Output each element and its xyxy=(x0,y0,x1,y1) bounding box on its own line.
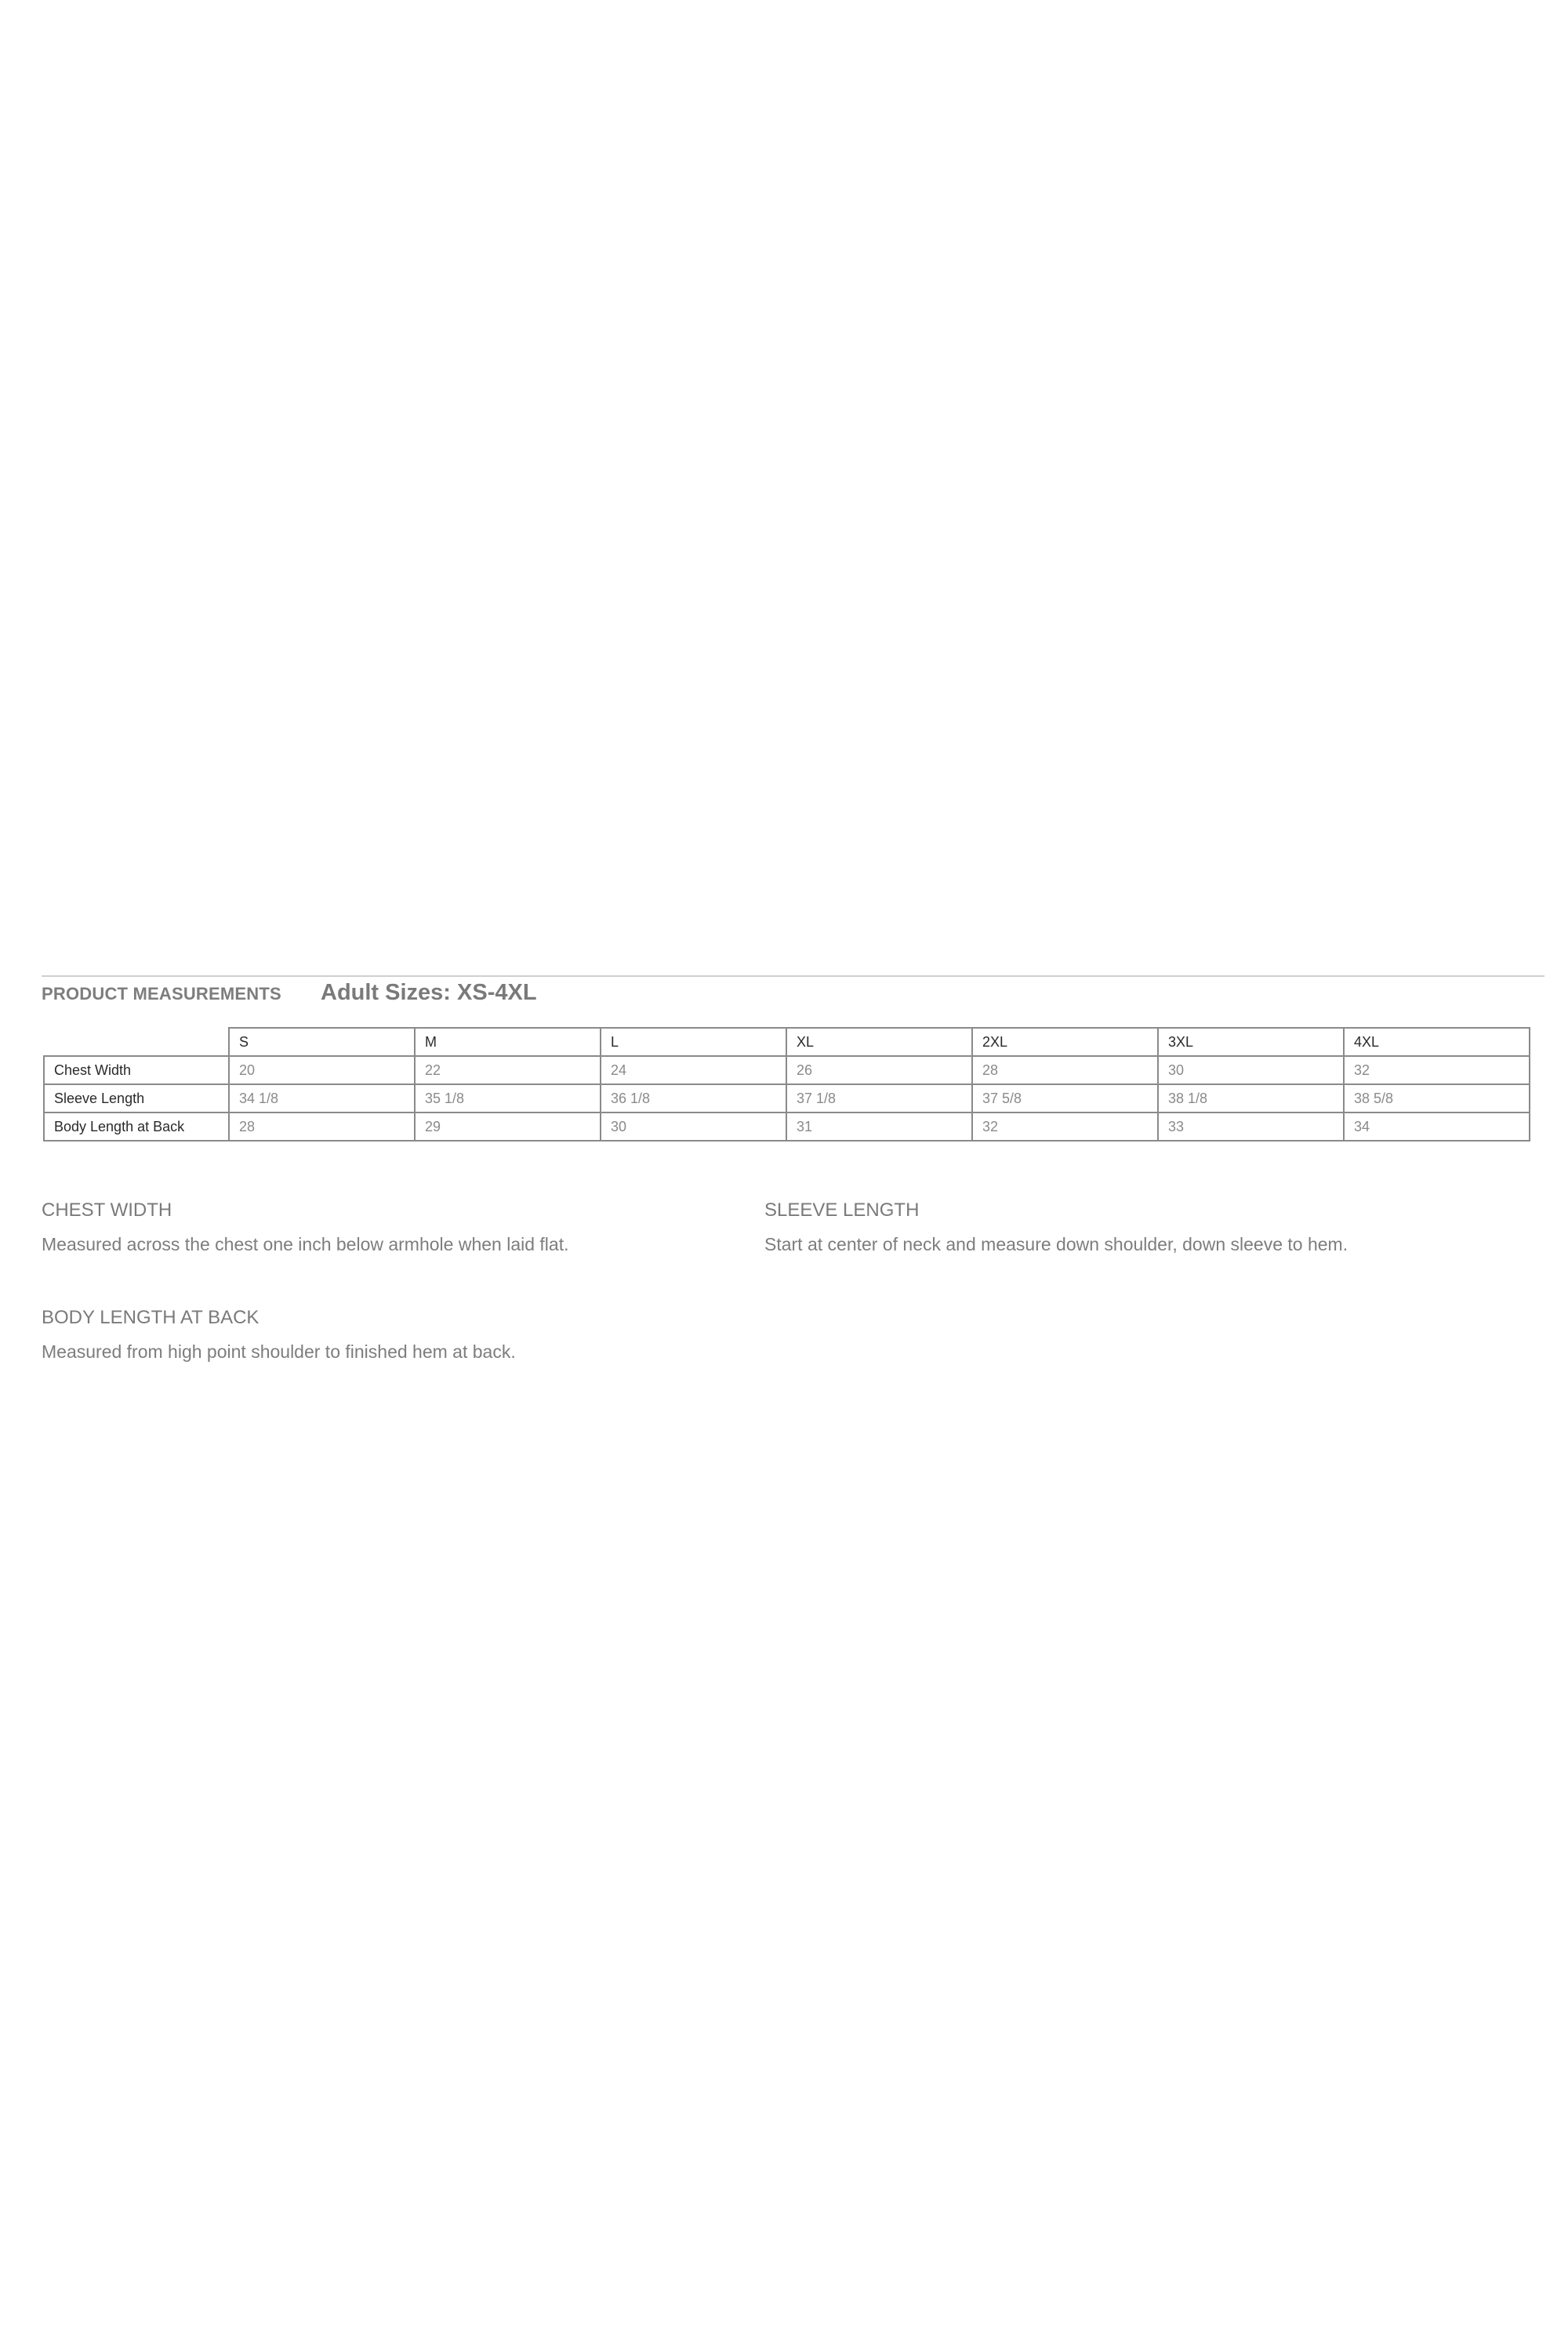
sizes-title: Adult Sizes: XS-4XL xyxy=(321,980,537,1005)
table-cell: 32 xyxy=(1344,1056,1530,1084)
size-column-header: S xyxy=(229,1028,415,1056)
table-cell: 34 1/8 xyxy=(229,1084,415,1112)
note-title: CHEST WIDTH xyxy=(42,1200,172,1221)
table-corner xyxy=(44,1028,229,1056)
table-cell: 37 1/8 xyxy=(786,1084,972,1112)
table-cell: 24 xyxy=(601,1056,786,1084)
table-cell: 32 xyxy=(972,1112,1158,1141)
measurements-table xyxy=(43,1027,1530,1142)
size-column-header: L xyxy=(601,1028,786,1056)
table-cell: 37 5/8 xyxy=(972,1084,1158,1112)
table-cell: 34 xyxy=(1344,1112,1530,1141)
sleeve-length-note xyxy=(764,1200,1470,1255)
measurements-heading xyxy=(42,980,1531,1011)
table-row xyxy=(44,1056,1530,1084)
table-row xyxy=(44,1084,1530,1112)
table-cell: 26 xyxy=(786,1056,972,1084)
table-cell: 30 xyxy=(601,1112,786,1141)
table-cell: 28 xyxy=(972,1056,1158,1084)
table-cell: 31 xyxy=(786,1112,972,1141)
note-title: SLEEVE LENGTH xyxy=(764,1200,920,1221)
table-cell: 22 xyxy=(415,1056,601,1084)
table-row xyxy=(44,1112,1530,1141)
table-cell: 20 xyxy=(229,1056,415,1084)
row-label: Chest Width xyxy=(44,1056,229,1084)
table-cell: 38 1/8 xyxy=(1158,1084,1344,1112)
note-text: Measured across the chest one inch below armhole when laid flat. xyxy=(42,1234,569,1254)
note-text: Measured from high point shoulder to finished hem at back. xyxy=(42,1341,516,1362)
section-title: PRODUCT MEASUREMENTS xyxy=(42,984,281,1004)
top-divider xyxy=(42,975,1544,977)
size-column-header: 2XL xyxy=(972,1028,1158,1056)
size-column-header: 3XL xyxy=(1158,1028,1344,1056)
table-cell: 38 5/8 xyxy=(1344,1084,1530,1112)
table-cell: 29 xyxy=(415,1112,601,1141)
size-column-header: 4XL xyxy=(1344,1028,1530,1056)
note-title: BODY LENGTH AT BACK xyxy=(42,1307,260,1328)
note-text: Start at center of neck and measure down shoulder, down sleeve to hem. xyxy=(764,1234,1348,1254)
table-cell: 36 1/8 xyxy=(601,1084,786,1112)
table-header-row xyxy=(44,1028,1530,1056)
row-label: Sleeve Length xyxy=(44,1084,229,1112)
chest-width-note xyxy=(42,1200,747,1255)
table-cell: 33 xyxy=(1158,1112,1344,1141)
row-label: Body Length at Back xyxy=(44,1112,229,1141)
table-cell: 28 xyxy=(229,1112,415,1141)
table-cell: 35 1/8 xyxy=(415,1084,601,1112)
size-column-header: M xyxy=(415,1028,601,1056)
body-length-note xyxy=(42,1307,747,1363)
size-column-header: XL xyxy=(786,1028,972,1056)
table-cell: 30 xyxy=(1158,1056,1344,1084)
